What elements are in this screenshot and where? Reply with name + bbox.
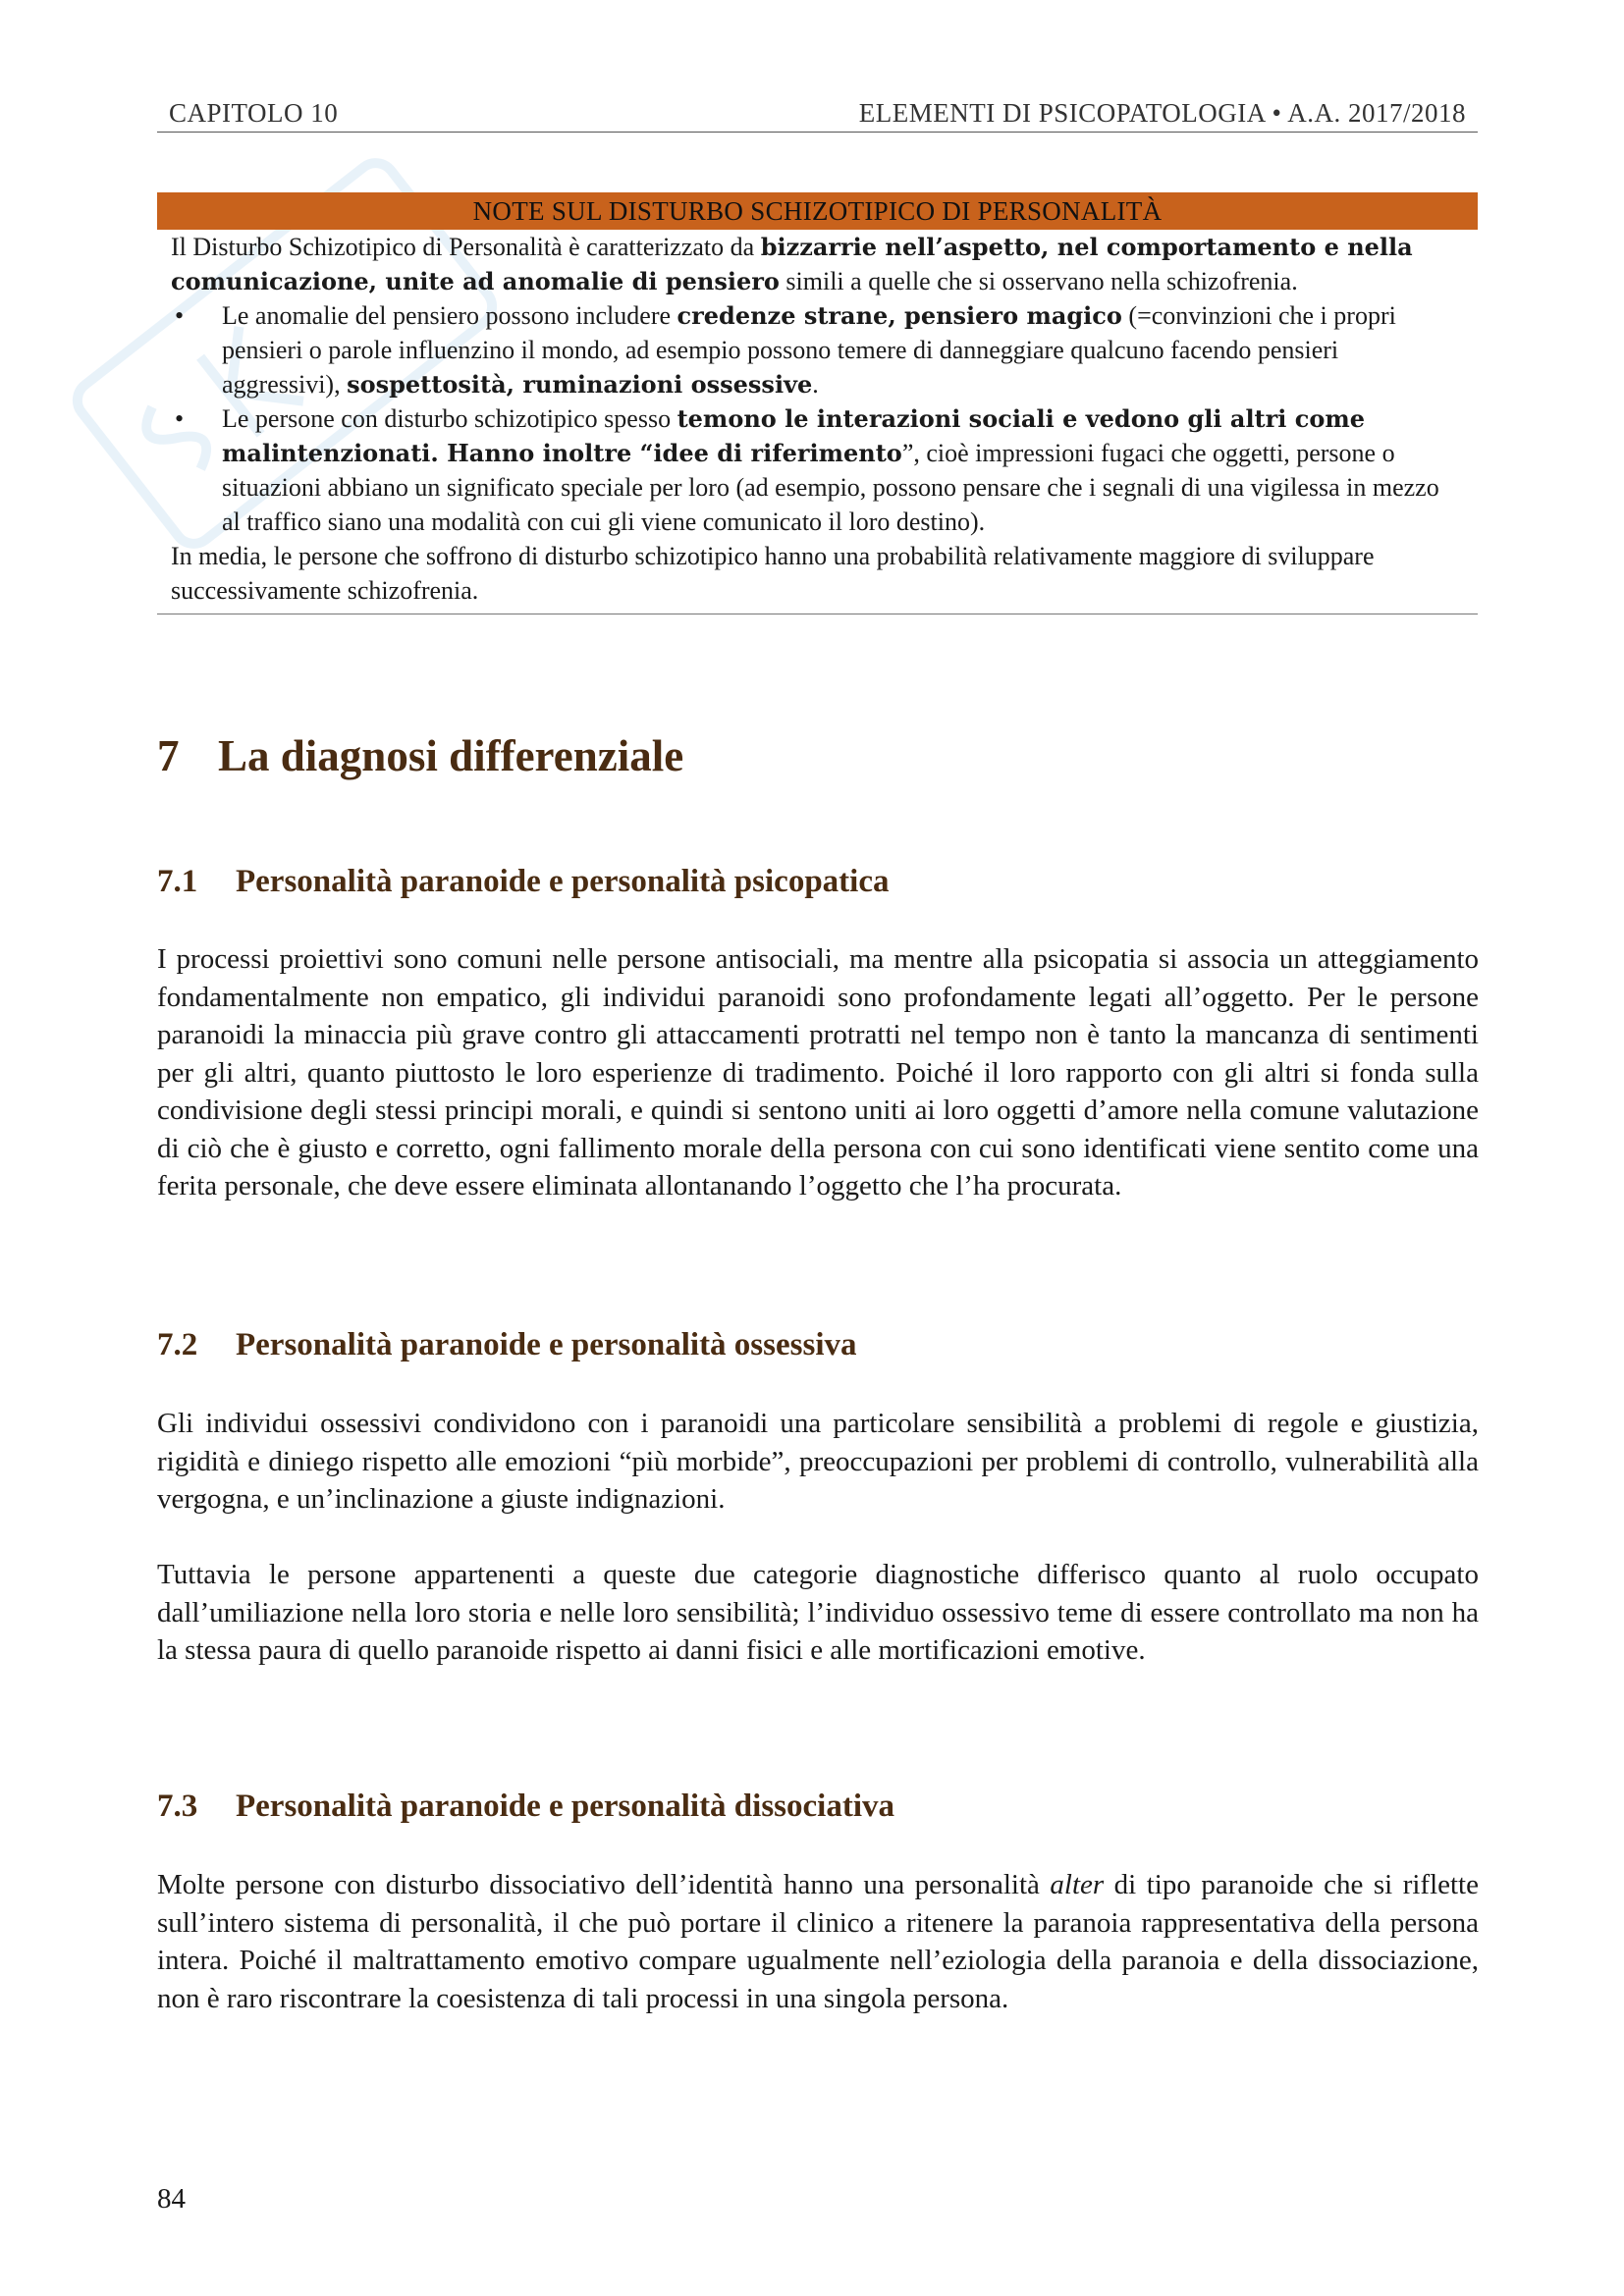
paragraph	[157, 1866, 1479, 2017]
paragraph-text: di tipo paranoide che si riflette sull’intero sistema di personalità, il che può portare il clinico a ritenere la paranoia rappresentativa della persona intera. Poiché il maltrattamento emotivo compare ugualmente nell’eziologia della paranoia e della dissociazione, non è raro riscontrare la coesistenza di tali processi in una singola persona.	[157, 1869, 1479, 2014]
note-bullet-item	[171, 401, 1464, 539]
header-chapter: CAPITOLO 10	[169, 98, 339, 128]
note-bullet-list	[171, 298, 1464, 539]
bullet-icon: •	[175, 404, 185, 433]
paragraph: I processi proiettivi sono comuni nelle persone antisociali, ma mentre alla psicopatia si associa un atteggiamento fondamentalmente non empatico, gli individui paranoidi sono profondamente legati all’oggetto. Per le persone paranoidi la minaccia più grave contro gli attaccamenti protratti nel tempo non è tanto la mancanza di sentimenti per gli altri, quanto piuttosto le loro esperienze di tradimento. Poiché il loro rapporto con gli altri si fonda sulla condivisione degli stessi principi morali, e quindi si sentono uniti ai loro oggetti d’amore nella comune valutazione di ciò che è giusto e corretto, ogni fallimento morale della persona con cui sono identificati viene sentito come una ferita personale, che deve essere eliminata allontanando l’oggetto che l’ha procurata.	[157, 943, 1479, 1201]
subsection-number: 7.3	[157, 1789, 198, 1824]
section-number: 7	[157, 731, 180, 780]
section-title: La diagnosi differenziale	[218, 731, 684, 780]
paragraph: Tuttavia le persone appartenenti a queste due categorie diagnostiche differisco quanto al ruolo occupato dall’umiliazione nella loro storia e nelle loro sensibilità; l’individuo ossessivo teme di essere controllato ma non ha la stessa paura di quello paranoide rispetto ai danni fisici e alle mortificazioni emotive.	[157, 1559, 1479, 1666]
bullet-bold: temono le interazioni sociali e vedono gli altri come malintenzionati. Hanno inoltre “idee di riferimento	[222, 404, 1366, 467]
bullet-text: ”, cioè impressioni fugaci che oggetti, persone o situazioni abbiano un significato speciale per loro (ad esempio, possono pensare che i segnali di una vigilessa in mezzo al traffico siano una modalità con cui gli viene comunicato il loro destino).	[222, 439, 1439, 536]
subsection-heading-7-3	[157, 1789, 894, 1825]
subsection-number: 7.1	[157, 864, 198, 899]
subsection-heading-7-1	[157, 864, 889, 900]
paragraph-text: Molte persone con disturbo dissociativo dell’identità hanno una personalità	[157, 1869, 1051, 1900]
bullet-icon: •	[175, 301, 185, 330]
bullet-bold: sospettosità, ruminazioni ossessive	[347, 370, 813, 399]
bullet-text: .	[812, 370, 819, 399]
note-box	[157, 192, 1478, 614]
note-bullet-item	[171, 298, 1464, 401]
subsection-title: Personalità paranoide e personalità dissociativa	[236, 1789, 894, 1824]
bullet-text: Le anomalie del pensiero possono includere	[222, 301, 677, 330]
note-intro	[171, 230, 1464, 298]
bullet-text: (=convinzioni che i propri pensieri o parole influenzino il mondo, ad esempio possono temere di danneggiare qualcuno facendo pensieri aggressivi),	[222, 301, 1396, 399]
note-body	[157, 230, 1478, 608]
section-heading	[157, 730, 683, 781]
subsection-number: 7.2	[157, 1327, 198, 1362]
paragraph: Gli individui ossessivi condividono con i paranoidi una particolare sensibilità a problemi di regole e giustizia, rigidità e diniego rispetto alle emozioni “più morbide”, preoccupazioni per problemi di controllo, vulnerabilità alla vergogna, e un’inclinazione a giuste indignazioni.	[157, 1408, 1479, 1515]
header-course: ELEMENTI DI PSICOPATOLOGIA • A.A. 2017/2018	[858, 98, 1466, 128]
note-intro-text-end: simili a quelle che si osservano nella schizofrenia.	[779, 267, 1298, 295]
note-closing: In media, le persone che soffrono di disturbo schizotipico hanno una probabilità relativamente maggiore di sviluppare successivamente schizofrenia.	[171, 542, 1375, 605]
subsection-title: Personalità paranoide e personalità psicopatica	[236, 864, 890, 899]
page-number: 84	[157, 2183, 186, 2215]
page-header	[157, 98, 1478, 133]
paragraph-italic: alter	[1050, 1869, 1105, 1900]
note-intro-bold: bizzarrie nell’aspetto, nel comportamento e nella comunicazione, unite ad anomalie di pensiero	[171, 233, 1413, 295]
bullet-bold: credenze strane, pensiero magico	[677, 301, 1122, 330]
subsection-heading-7-2	[157, 1327, 857, 1363]
note-intro-text: Il Disturbo Schizotipico di Personalità è caratterizzato da	[171, 233, 761, 261]
bullet-text: Le persone con disturbo schizotipico spesso	[222, 404, 677, 433]
subsection-title: Personalità paranoide e personalità ossessiva	[236, 1327, 857, 1362]
note-title: NOTE SUL DISTURBO SCHIZOTIPICO DI PERSONALITÀ	[157, 192, 1478, 230]
